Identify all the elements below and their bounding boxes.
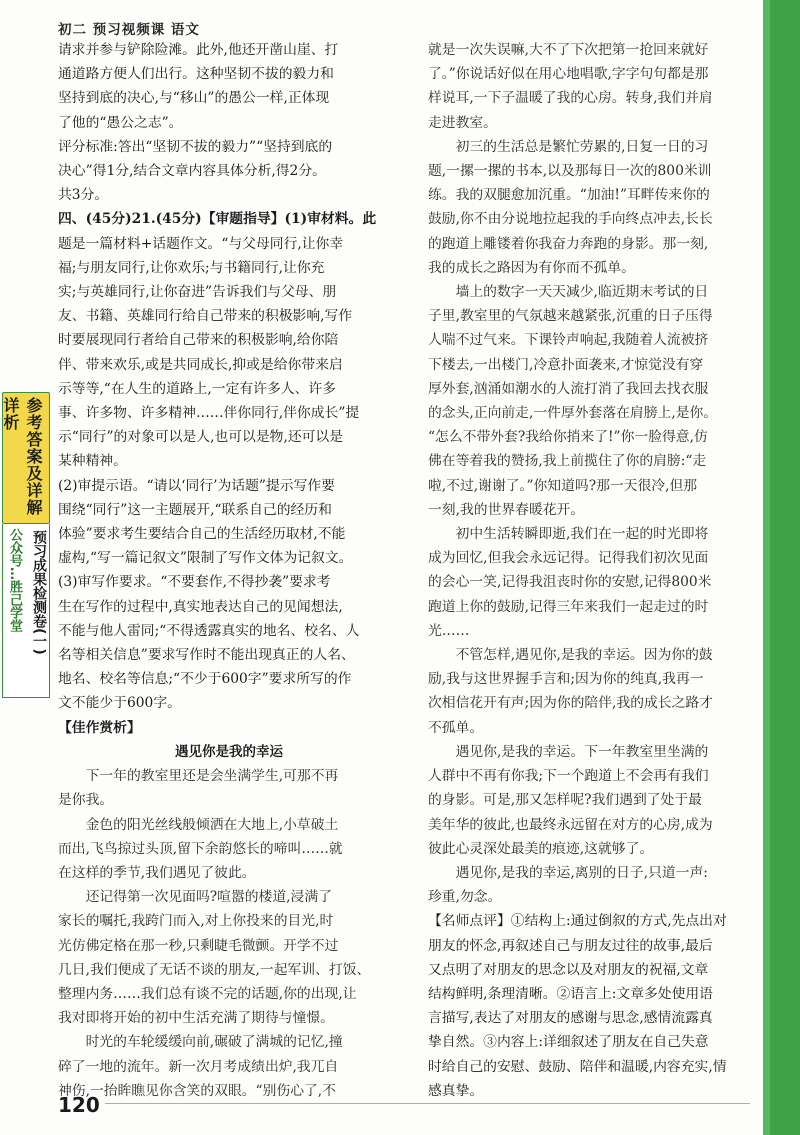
text-line: 实;与英雄同行,让你奋进”告诉我们与父母、朋 [58,284,337,301]
text-line: 事、许多物、许多精神……伴你同行,伴你成长”提 [58,405,360,422]
text-line: 决心”得1分,结合文章内容具体分析,得2分。 [58,163,326,180]
section-heading: 【佳作赏析】 [58,719,141,736]
text-line: 某种精神。 [58,453,127,470]
essay-line: 遇见你,是我的幸运,离别的日子,只道一声: [455,864,708,881]
text-line: 时要展现同行者给自己带来的积极影响,给你陪 [58,332,339,349]
essay-line: 跑道上你的鼓励,记得三年来我们一起走过的时 [428,598,709,615]
teacher-comment: 【名师点评】①结构上:通过倒叙的方式,先点出对 [428,913,727,930]
essay-line: 走进教室。 [428,114,497,131]
essay-line: 下楼去,一出楼门,冷意扑面袭来,才惊觉没有穿 [428,356,704,373]
essay-line: 次相信花开有声;因为你的陪伴,我的成长之路才 [428,695,713,712]
essay-title: 遇见你是我的幸运 [175,743,283,760]
page-number: 120 [58,1093,100,1117]
text-line: 围绕“同行”这一主题展开,“联系自己的经历和 [58,501,332,518]
essay-line: 成为回忆,但我会永远记得。记得我们初次见面 [428,550,709,567]
text-line: 请求并参与铲除险滩。此外,他还开凿山崖、打 [58,42,339,58]
essay-line: 佛在等着我的赞扬,我上前揽住了你的肩膀:“走 [428,453,707,470]
essay-line: 碎了一地的流年。新一次月考成绩出炉,我兀自 [58,1058,339,1075]
text-line: (3)审写作要求。“不要套作,不得抄袭”要求考 [58,574,331,591]
essay-line: “怎么不带外套?我给你捎来了!”你一脸得意,仿 [428,429,708,446]
essay-line: 墙上的数字一天天减少,临近期末考试的日 [455,284,709,301]
text-line: 体验”要求考生要结合自己的生活经历取材,不能 [58,526,346,543]
footer-divider [105,1103,750,1104]
essay-line: 初三的生活总是繁忙劳累的,日复一日的习 [455,138,709,155]
text-line: 感真挚。 [428,1082,484,1099]
side-tab [0,392,52,698]
essay-line: 珍重,勿念。 [428,889,502,906]
right-column [428,38,750,1103]
essay-line: 光仿佛定格在那一秒,只剩睫毛微颤。开学不过 [58,937,339,954]
side-tab-main [2,392,50,524]
scoring-standard: 评分标准:答出“坚韧不拔的毅力”“坚持到底的 [58,138,333,155]
text-line: 坚持到底的决心,与“移山”的愚公一样,正体现 [58,90,330,107]
essay-line: 神伤,一抬眸瞧见你含笑的双眼。“别伤心了,不 [58,1082,336,1099]
page-header: 初二 预习视频课 语文 [58,22,200,38]
essay-line: 人群中不再有你我;下一个跑道上不会再有我们 [428,768,709,785]
text-line: 挚自然。③内容上:详细叙述了朋友在自己失意 [428,1034,709,1051]
essay-line: 的身影。可是,那又怎样呢?我们遇到了处于最 [428,792,702,809]
page-edge-inner [763,0,770,1135]
text-line: 结构鲜明,条理清晰。②语言上:文章多处使用语 [428,985,713,1002]
text-line: 通道路方便人们出行。这种坚韧不拔的毅力和 [58,66,334,83]
essay-line: 我的成长之路因为有你而不孤单。 [428,259,635,276]
essay-line: 彼此心灵深处最美的痕迹,这就够了。 [428,840,654,857]
text-line: 地名、校名等信息;“不少于600字”要求所写的作 [58,671,352,688]
question-heading: 四、(45分)21.(45分)【审题指导】(1)审材料。此 [58,211,377,228]
essay-line: 的会心一笑,记得我沮丧时你的安慰,记得800米 [428,574,712,591]
text-line: 虚构,“写一篇记叙文”限制了写作文体为记叙文。 [58,550,353,567]
essay-line: 我对即将开始的初中生活充满了期待与憧憬。 [58,1010,334,1027]
text-line: (2)审提示语。“请以‘同行’为话题”提示写作要 [58,477,335,494]
essay-line: 一刻,我的世界春暖花开。 [428,501,585,518]
essay-line: 在这样的季节,我们遇见了彼此。 [58,864,256,881]
essay-line: 练。我的双腿愈加沉重。“加油!”耳畔传来你的 [428,187,710,204]
text-line: 题是一篇材料+话题作文。“与父母同行,让你幸 [58,235,344,252]
essay-line: 的念头,正向前走,一件厚外套落在肩膀上,是你。 [428,405,718,422]
side-tab-main-label: 参考答案及详解详析 [1,397,43,516]
essay-line: 了。”你说话好似在用心地唱歌,字字句句都是那 [428,66,709,83]
essay-line: 整理内务……我们总有谈不完的话题,你的出现,让 [58,985,357,1002]
essay-line: 还记得第一次见面吗?喧嚣的楼道,浸满了 [85,889,332,906]
text-line: 时给自己的安慰、鼓励、陪伴和温暖,内容充实,情 [428,1058,727,1075]
text-line: 共3分。 [58,187,109,204]
text-line: 不能与他人雷同;“不得透露真实的地名、校名、人 [58,622,360,639]
essay-line: 不孤单。 [428,719,484,736]
essay-line: 几日,我们便成了无话不谈的朋友,一起军训、打饭、 [58,961,371,978]
text-line: 了他的“愚公之志”。 [58,114,183,131]
essay-line: 鼓励,你不由分说地拉起我的手向终点冲去,长长 [428,211,713,228]
text-line: 又点明了对朋友的思念以及对朋友的祝福,文章 [428,961,709,978]
essay-line: 样说耳,一下子温暖了我的心房。转身,我们并肩 [428,90,713,107]
text-line: 生在写作的过程中,真实地表达自己的见闻想法, [58,598,343,615]
side-tab-sub-label: 预习成果检测卷(一) [31,530,47,655]
text-line: 朋友的怀念,再叙述自己与朋友过往的故事,最后 [428,937,713,954]
text-line: 示等等,“在人生的道路上,一定有许多人、许多 [58,380,336,397]
text-line: 福;与朋友同行,让你欢乐;与书籍同行,让你充 [58,259,325,276]
text-line: 文不能少于600字。 [58,695,181,712]
essay-line: 子里,教室里的气氛越来越紧张,沉重的日子压得 [428,308,713,325]
text-line: 示“同行”的对象可以是人,也可以是物,还可以是 [58,429,344,446]
text-line: 名等相关信息”要求写作时不能出现真正的人名、 [58,647,355,664]
essay-line: 题,一摞一摞的书本,以及那每日一次的800米训 [428,163,712,180]
essay-line: 初中生活转瞬即逝,我们在一起的时光即将 [455,526,709,543]
essay-line: 是你我。 [58,792,114,809]
essay-line: 的跑道上雕镂着你我奋力奔跑的身影。那一刻, [428,235,709,252]
essay-line: 下一年的教室里还是会坐满学生,可那不再 [85,768,339,785]
essay-line: 人喘不过气来。下课铃声响起,我随着人流被挤 [428,332,709,349]
essay-line: 金色的阳光丝线般倾洒在大地上,小草破土 [85,816,339,833]
text-line: 伴、带来欢乐,或是共同成长,抑或是给你带来启 [58,356,343,373]
essay-line: 励,我与这世界握手言和;因为你的纯真,我再一 [428,671,704,688]
side-tab-sub [2,524,50,698]
essay-line: 而出,飞鸟掠过头顶,留下余韵悠长的啼叫……就 [58,840,343,857]
essay-line: 就是一次失误嘛,大不了下次把第一抢回来就好 [428,42,709,58]
essay-line: 啦,不过,谢谢了。”你知道吗?那一天很冷,但那 [428,477,698,494]
text-line: 言描写,表达了对朋友的感谢与思念,感情流露真 [428,1010,713,1027]
essay-line: 不管怎样,遇见你,是我的幸运。因为你的鼓 [455,647,713,664]
essay-line: 光…… [428,622,470,639]
essay-line: 美年华的彼此,也最终永远留在对方的心房,成为 [428,816,713,833]
page-edge-green [770,0,800,1135]
side-tab-wechat-label: 公众号…胜己学堂 [7,528,22,632]
essay-line: 时光的车轮缓缓向前,碾破了满城的记忆,撞 [85,1034,343,1051]
essay-line: 遇见你,是我的幸运。下一年教室里坐满的 [455,743,709,760]
essay-line: 家长的嘱托,我跨门而入,对上你投来的目光,时 [58,913,334,930]
essay-line: 厚外套,汹涌如潮水的人流打消了我回去找衣服 [428,380,709,397]
left-column [58,38,400,1103]
text-line: 友、书籍、英雄同行给自己带来的积极影响,写作 [58,308,353,325]
